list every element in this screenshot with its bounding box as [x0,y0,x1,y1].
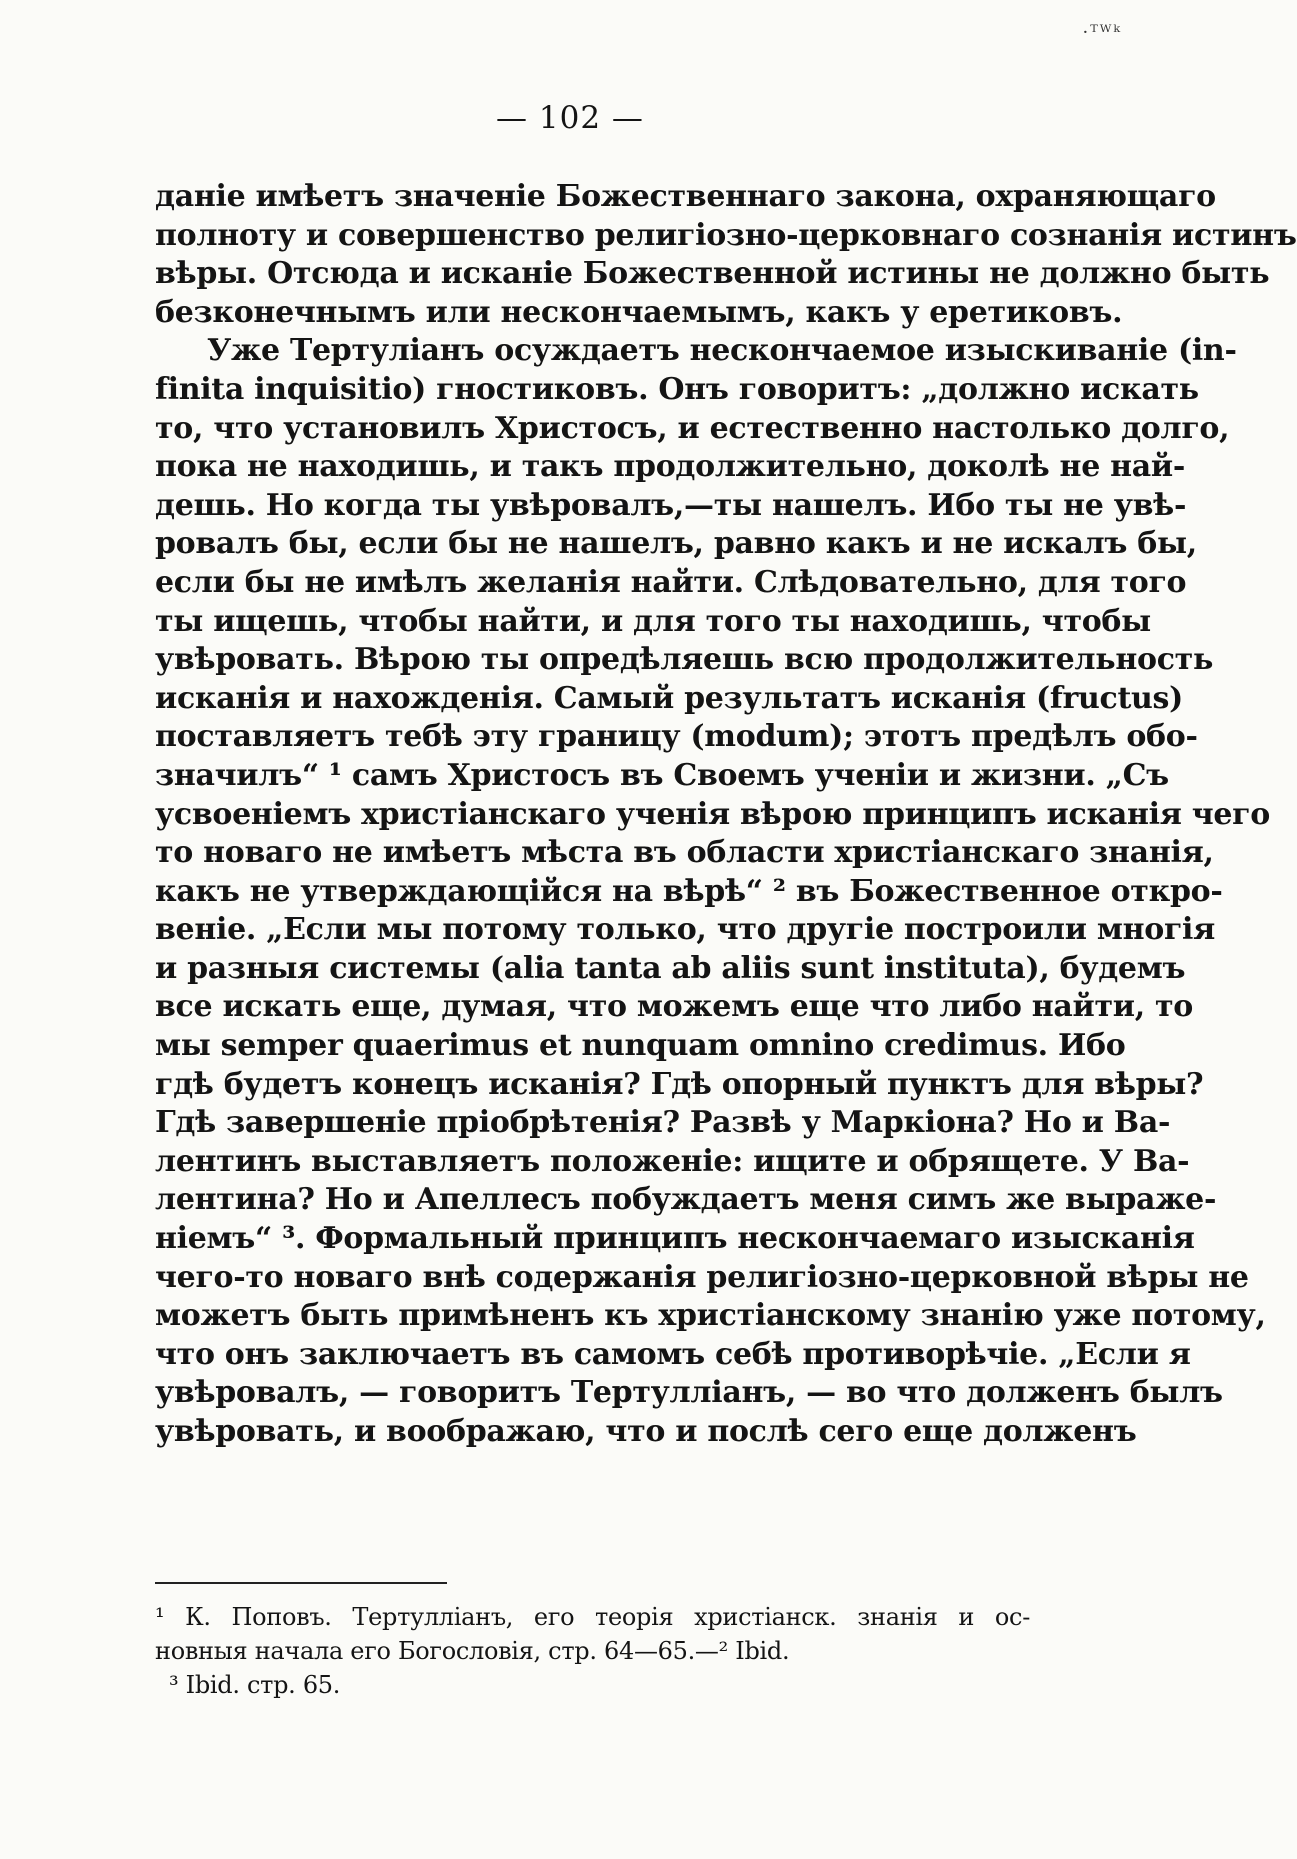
text-line: можетъ быть примѣненъ къ христiанскому знанiю уже потому, [155,1298,1266,1334]
footnote-separator [155,1582,447,1584]
text-line: увѣровалъ, — говоритъ Тертулліанъ, — во что долженъ былъ [155,1375,1223,1411]
text-line: венiе. „Если мы потому только, что другiе построили многiя [155,912,1215,948]
text-line: чего-то новаго внѣ содержанiя религiозно-церковной вѣры не [155,1259,1249,1295]
text-line: лентинъ выставляетъ положенiе: ищите и обрящете. У Ва- [155,1143,1190,1179]
text-line: если бы не имѣлъ желанiя найти. Слѣдовательно, для того [155,564,1187,600]
text-line: ты ищешь, чтобы найти, и для того ты находишь, чтобы [155,603,1151,639]
text-line: значилъ“ ¹ самъ Христосъ въ Своемъ ученiи и жизни. „Съ [155,757,1169,793]
text-line: finita inquisitio) гностиковъ. Онъ говоритъ: „должно искать [155,371,1199,407]
text-line: полноту и совершенство религiозно-церковнаго сознанiя истинъ [155,217,1297,253]
text-line: лентина? Но и Апеллесъ побуждаетъ меня симъ же выраже- [155,1182,1217,1218]
text-line: Гдѣ завершенiе прiобрѣтенiя? Развѣ у Маркiона? Но и Ва- [155,1105,1171,1141]
text-line: то, что установилъ Христосъ, и естественно настолько долго, [155,410,1230,446]
text-line: дешь. Но когда ты увѣровалъ,—ты нашелъ. Ибо ты не увѣ- [155,487,1187,523]
text-line: гдѣ будетъ конецъ исканiя? Гдѣ опорный пунктъ для вѣры? [155,1066,1204,1102]
text-line: увѣровать, и воображаю, что и послѣ сего еще долженъ [155,1414,1137,1449]
text-line: пока не находишь, и такъ продолжительно, доколѣ не най- [155,449,1186,485]
text-line: поставляетъ тебѣ эту границу (modum); этотъ предѣлъ обо- [155,719,1198,755]
text-line: данiе имѣетъ значенiе Божественнаго закона, охраняющаго [155,179,1216,214]
text-line: ровалъ бы, если бы не нашелъ, равно какъ и не искалъ бы, [155,526,1197,562]
text-line: исканiя и нахожденiя. Самый результатъ исканiя (fructus) [155,680,1184,716]
text-line: безконечнымъ или нескончаемымъ, какъ у еретиковъ. [155,294,1123,330]
text-line: Уже Тертулiанъ осуждаетъ нескончаемое изыскиванiе (in- [207,333,1237,369]
text-line: вѣры. Отсюда и исканiе Божественной истины не должно быть [155,256,1270,292]
footnotes [155,1600,1030,1702]
footnote-line: ¹ К. Поповъ. Тертулліанъ, его теорія христіанск. знанія и ос- [155,1603,1030,1631]
text-line: усвоенiемъ христiанскаго ученiя вѣрою принципъ исканiя чего [155,796,1270,832]
text-line: нiемъ“ ³. Формальный принципъ нескончаемаго изысканiя [155,1221,1195,1257]
text-line: какъ не утверждающiйся на вѣрѣ“ ² въ Божественное откро- [155,873,1223,909]
text-line: и разныя системы (alia tanta ab aliis sunt instituta), будемъ [155,950,1186,986]
footnote-line: ³ Ibid. стр. 65. [169,1671,341,1699]
main-text [155,178,1297,1452]
footnote-line: новныя начала его Богословія, стр. 64—65.—² Ibid. [155,1637,790,1665]
page-number: — 102 — [496,100,644,136]
text-line: все искать еще, думая, что можемъ еще что либо найти, то [155,989,1194,1025]
text-line: увѣровать. Вѣрою ты опредѣляешь всю продолжительность [155,642,1214,678]
text-line: мы semper quaerimus et nunquam omnino credimus. Ибо [155,1028,1126,1064]
text-line: то новаго не имѣетъ мѣста въ области христiанскаго знанiя, [155,835,1214,871]
text-line: что онъ заключаетъ въ самомъ себѣ противорѣчiе. „Если я [155,1336,1191,1372]
scan-corner-mark: ·ᵀᵂᵏ [1082,22,1122,43]
